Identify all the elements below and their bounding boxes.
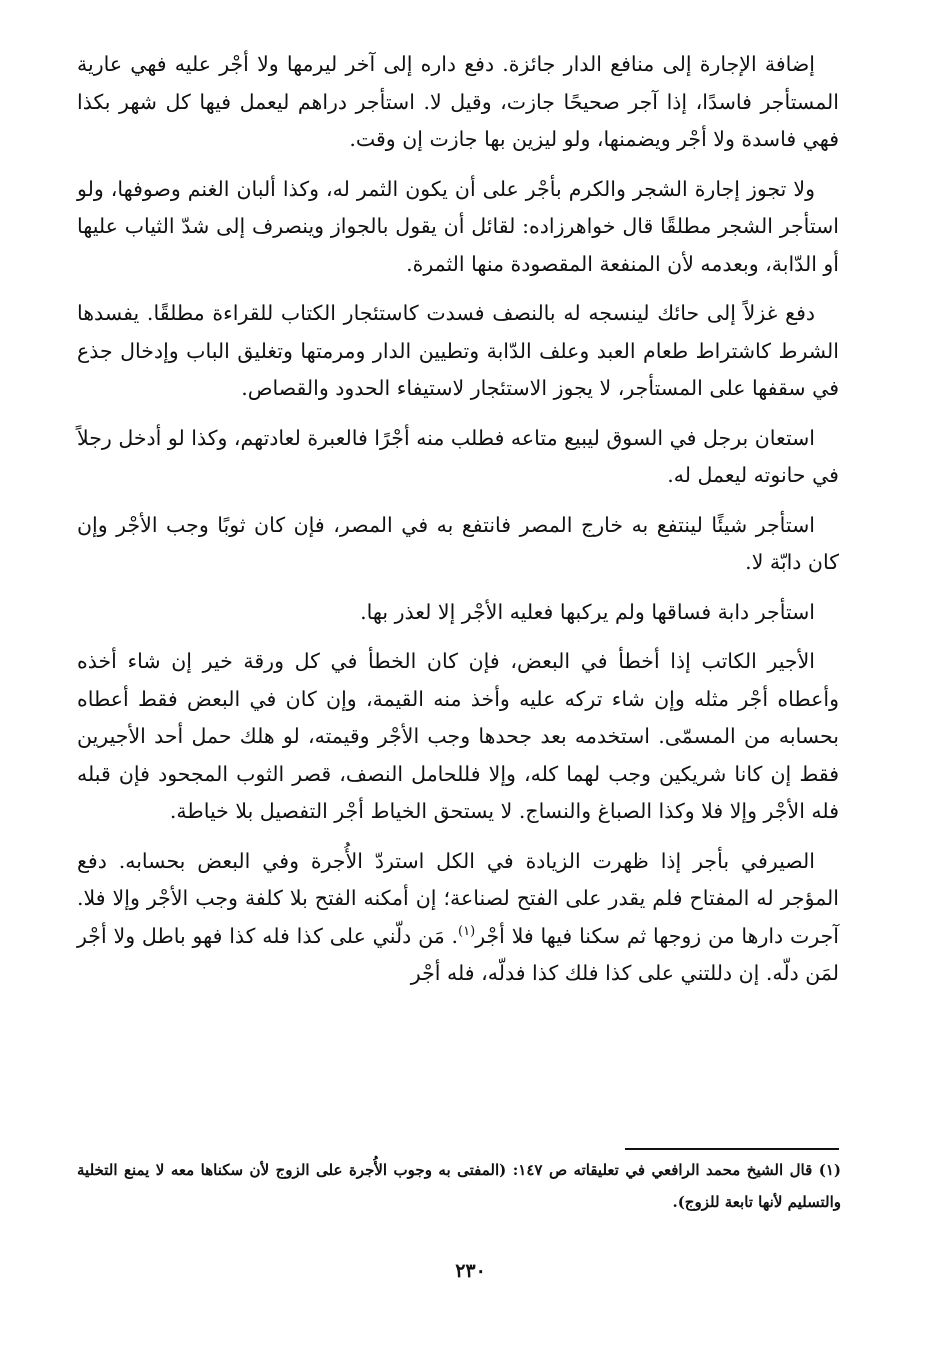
paragraph-8 — [77, 843, 839, 993]
paragraph-3: دفع غزلاً إلى حائك لينسجه له بالنصف فسدت كاستئجار الكتاب للقراءة مطلقًا. يفسدها الشرط كاشتراط طعام العبد وعلف الدّابة وتطيين الدار ومرمتها وتغليق الباب وإدخال جذع في سقفها على المستأجر، لا يجوز الاستئجار لاستيفاء الحدود والقصاص. — [77, 301, 839, 400]
footnote-reference: (١) — [458, 923, 476, 939]
main-text — [77, 46, 839, 993]
paragraph-1: إضافة الإجارة إلى منافع الدار جائزة. دفع داره إلى آخر ليرمها ولا أجْر عليه فهي عارية المستأجر فاسدًا، إذا آجر صحيحًا جازت، وقيل لا. استأجر دراهم ليعمل فيها كل شهر بكذا فهي فاسدة ولا أجْر ويضمنها، ولو ليزين بها جازت إن وقت. — [77, 52, 839, 151]
paragraph-2: ولا تجوز إجارة الشجر والكرم بأجْر على أن يكون الثمر له، وكذا ألبان الغنم وصوفها، ولو استأجر الشجر مطلقًا قال خواهرزاده: لقائل أن يقول بالجواز وينصرف إلى شدّ الثياب عليها أو الدّابة، وبعدمه لأن المنفعة المقصودة منها الثمرة. — [77, 176, 839, 276]
footnote-1-text: (١) قال الشيخ محمد الرافعي في تعليقاته ص ١٤٧: (المفتى به وجوب الأُجرة على الزوج لأن سكناها معه لا يمنع التخلية والتسليم لأنها تابعة للزوج). — [77, 1161, 842, 1211]
footnote-divider — [625, 1148, 839, 1150]
paragraph-6: استأجر دابة فساقها ولم يركبها فعليه الأجْر إلا لعذر بها. — [360, 599, 815, 624]
paragraph-8-part-1: الصيرفي بأجر إذا ظهرت الزيادة في الكل استردّ الأُجرة وفي البعض بحسابه. دفع المؤجر له المفتاح فلم يقدر على الفتح لصناعة؛ إن أمكنه الفتح بلا كلفة وجب الأجْر وإلا فلا. آجرت دارها من زوجها ثم سكنا فيها فلا أجْر — [77, 848, 839, 948]
paragraph-4: استعان برجل في السوق ليبيع متاعه فطلب منه أجْرًا فالعبرة لعادتهم، وكذا لو أدخل رجلاً في حانوته ليعمل له. — [77, 425, 839, 487]
paragraph-5: استأجر شيئًا لينتفع به خارج المصر فانتفع به في المصر، فإن كان ثوبًا وجب الأجْر وإن كان دابّة لا. — [77, 512, 839, 574]
paragraph-7: الأجير الكاتب إذا أخطأ في البعض، فإن كان الخطأ في كل ورقة خير إن شاء أخذه وأعطاه أجْر مثله وإن شاء تركه عليه وأخذ منه القيمة، وإن كان في البعض فقط أعطاه بحسابه من المسمّى. استخدمه بعد جحدها وجب الأجْر وقيمته، لو هلك حمل أحد الأجيرين فقط إن كانا شريكين وجب لهما كله، وإلا فللحامل النصف، قصر الثوب المجحود فإن قبله فله الأجْر وإلا فلا وكذا الصباغ والنساج. لا يستحق الخياط أجْر التفصيل بلا خياطة. — [77, 649, 839, 823]
footnote-1 — [77, 1154, 841, 1218]
page-number: ٢٣٠ — [455, 1260, 486, 1282]
footnotes — [77, 1154, 841, 1218]
paragraph-8-part-2: . مَن دلّني على كذا فله كذا فهو باطل ولا أجْر لمَن دلّه. إن دللتني على كذا فلك كذا فدلّه، فله أجْر — [77, 923, 839, 985]
